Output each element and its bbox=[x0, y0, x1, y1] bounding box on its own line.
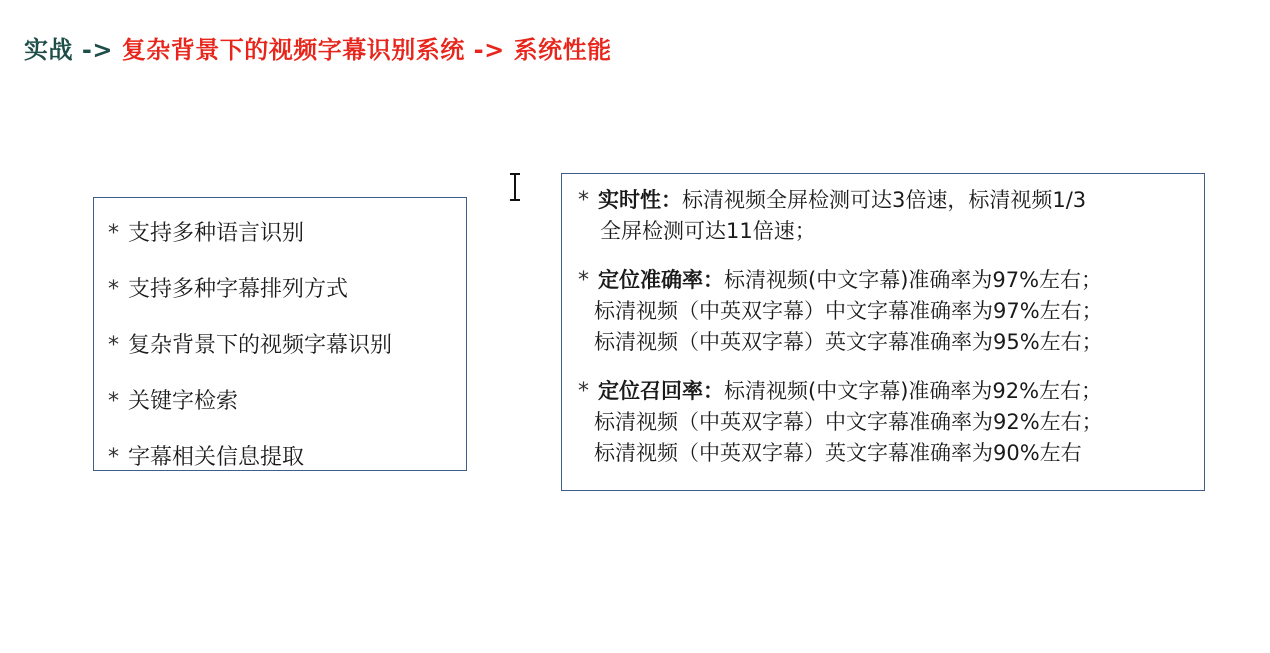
list-item bbox=[108, 318, 466, 374]
page-title bbox=[24, 30, 612, 65]
feature-label: 支持多种字幕排列方式 bbox=[128, 277, 349, 302]
bullet-star-icon: * bbox=[578, 268, 589, 293]
feature-label: 字幕相关信息提取 bbox=[128, 445, 305, 470]
recall-label: 定位召回率： bbox=[598, 379, 724, 403]
feature-label: 复杂背景下的视频字幕识别 bbox=[128, 333, 393, 358]
performance-box bbox=[561, 173, 1205, 491]
realtime-text: 标清视频全屏检测可达3倍速，标清视频1/3 bbox=[682, 188, 1087, 212]
title-prefix: 实战 -> bbox=[24, 36, 113, 64]
realtime-label: 实时性： bbox=[598, 188, 682, 212]
feature-label: 关键字检索 bbox=[128, 389, 239, 414]
bullet-star-icon: * bbox=[108, 445, 119, 470]
precision-label: 定位准确率： bbox=[598, 268, 724, 292]
bullet-star-icon: * bbox=[578, 188, 589, 213]
realtime-section bbox=[578, 185, 1194, 247]
feature-list-box bbox=[93, 197, 467, 471]
bullet-star-icon: * bbox=[108, 221, 119, 246]
recall-text: 标清视频(中文字幕)准确率为92%左右； bbox=[724, 379, 1103, 403]
precision-text: 标清视频(中文字幕)准确率为97%左右； bbox=[724, 268, 1103, 292]
list-item bbox=[108, 430, 466, 486]
list-item bbox=[108, 206, 466, 262]
precision-section bbox=[578, 265, 1194, 358]
bullet-star-icon: * bbox=[578, 379, 589, 404]
realtime-text-2: 全屏检测可达11倍速； bbox=[600, 219, 816, 243]
bullet-star-icon: * bbox=[108, 389, 119, 414]
precision-text-3: 标清视频（中英双字幕）英文字幕准确率为95%左右； bbox=[594, 330, 1103, 354]
list-item bbox=[108, 262, 466, 318]
bullet-star-icon: * bbox=[108, 333, 119, 358]
recall-text-3: 标清视频（中英双字幕）英文字幕准确率为90%左右 bbox=[594, 441, 1082, 465]
text-cursor-icon bbox=[506, 172, 524, 202]
feature-label: 支持多种语言识别 bbox=[128, 221, 305, 246]
recall-text-2: 标清视频（中英双字幕）中文字幕准确率为92%左右； bbox=[594, 410, 1103, 434]
recall-section bbox=[578, 376, 1194, 469]
bullet-star-icon: * bbox=[108, 277, 119, 302]
list-item bbox=[108, 374, 466, 430]
title-highlight: 复杂背景下的视频字幕识别系统 -> 系统性能 bbox=[121, 36, 612, 64]
precision-text-2: 标清视频（中英双字幕）中文字幕准确率为97%左右； bbox=[594, 299, 1103, 323]
